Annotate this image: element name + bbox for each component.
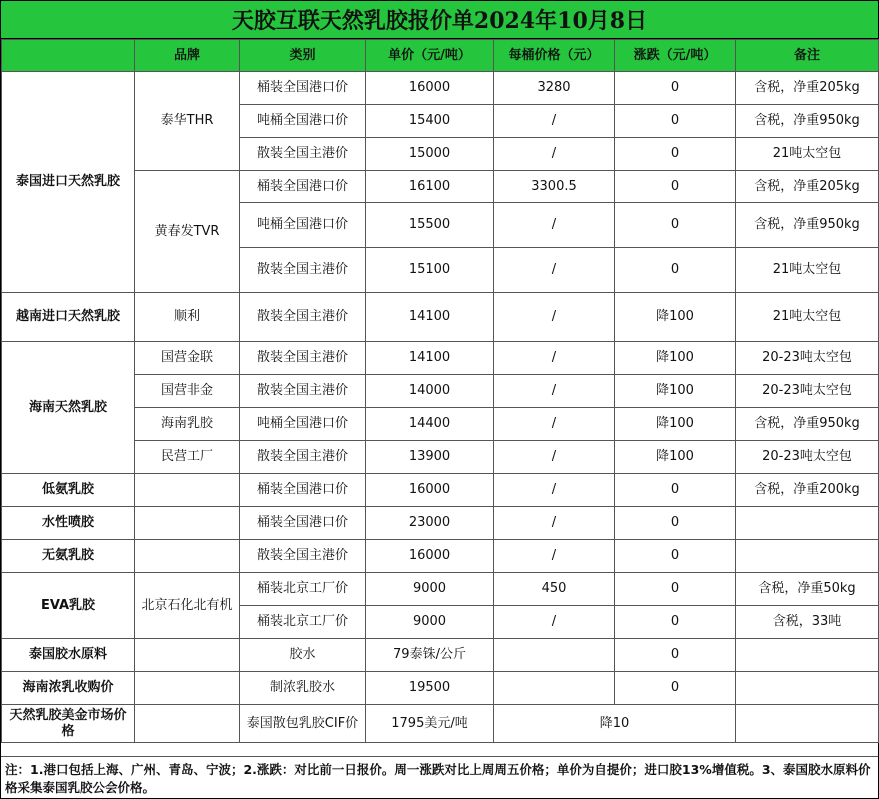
change-cell: 0 xyxy=(615,171,736,203)
category-cell: 桶装全国港口价 xyxy=(240,474,366,507)
table-row xyxy=(2,72,879,105)
table-row xyxy=(2,639,879,672)
note-cell: 21吨太空包 xyxy=(736,138,879,171)
barrel-cell: / xyxy=(494,203,615,248)
group-cell: 水性喷胶 xyxy=(2,507,135,540)
note-cell: 含税，净重950kg xyxy=(736,105,879,138)
category-cell: 散装全国主港价 xyxy=(240,540,366,573)
category-cell: 散装全国主港价 xyxy=(240,342,366,375)
barrel-cell: / xyxy=(494,474,615,507)
brand-cell xyxy=(135,672,240,705)
brand-cell: 海南乳胶 xyxy=(135,408,240,441)
barrel-cell: / xyxy=(494,375,615,408)
brand-cell: 民营工厂 xyxy=(135,441,240,474)
note-cell: 21吨太空包 xyxy=(736,293,879,342)
header-brand: 品牌 xyxy=(135,40,240,72)
change-cell: 0 xyxy=(615,573,736,606)
price-cell: 16000 xyxy=(366,474,494,507)
change-cell: 0 xyxy=(615,507,736,540)
price-cell: 16100 xyxy=(366,171,494,203)
price-cell: 15000 xyxy=(366,138,494,171)
group-cell: 无氨乳胶 xyxy=(2,540,135,573)
barrel-cell: / xyxy=(494,248,615,293)
brand-cell: 国营金联 xyxy=(135,342,240,375)
brand-cell xyxy=(135,705,240,743)
group-cell: 泰国胶水原料 xyxy=(2,639,135,672)
note-cell: 20-23吨太空包 xyxy=(736,375,879,408)
barrel-cell xyxy=(494,639,615,672)
change-cell: 降10 xyxy=(494,705,736,743)
change-cell: 0 xyxy=(615,248,736,293)
category-cell: 吨桶全国港口价 xyxy=(240,408,366,441)
brand-cell: 顺利 xyxy=(135,293,240,342)
change-cell: 降100 xyxy=(615,293,736,342)
table-row xyxy=(2,540,879,573)
change-cell: 0 xyxy=(615,138,736,171)
group-cell: EVA乳胶 xyxy=(2,573,135,639)
price-cell: 23000 xyxy=(366,507,494,540)
category-cell: 桶装全国港口价 xyxy=(240,72,366,105)
brand-cell xyxy=(135,507,240,540)
change-cell: 0 xyxy=(615,72,736,105)
note-cell: 含税，33吨 xyxy=(736,606,879,639)
note-cell: 含税，净重950kg xyxy=(736,408,879,441)
group-cell: 海南浓乳收购价 xyxy=(2,672,135,705)
brand-cell xyxy=(135,639,240,672)
brand-cell xyxy=(135,540,240,573)
barrel-cell: / xyxy=(494,342,615,375)
group-cell: 越南进口天然乳胶 xyxy=(2,293,135,342)
note-cell: 含税，净重205kg xyxy=(736,72,879,105)
price-table xyxy=(1,39,879,743)
change-cell: 降100 xyxy=(615,408,736,441)
change-cell: 降100 xyxy=(615,441,736,474)
header-barrel-price: 每桶价格（元） xyxy=(494,40,615,72)
barrel-cell: 3280 xyxy=(494,72,615,105)
category-cell: 桶装北京工厂价 xyxy=(240,573,366,606)
barrel-cell: / xyxy=(494,606,615,639)
table-row xyxy=(2,672,879,705)
change-cell: 0 xyxy=(615,672,736,705)
note-cell xyxy=(736,507,879,540)
table-row xyxy=(2,342,879,375)
note-cell xyxy=(736,639,879,672)
price-cell: 14400 xyxy=(366,408,494,441)
category-cell: 吨桶全国港口价 xyxy=(240,203,366,248)
barrel-cell: / xyxy=(494,138,615,171)
price-cell: 1795美元/吨 xyxy=(366,705,494,743)
price-cell: 13900 xyxy=(366,441,494,474)
price-cell: 9000 xyxy=(366,573,494,606)
category-cell: 桶装北京工厂价 xyxy=(240,606,366,639)
group-cell: 低氨乳胶 xyxy=(2,474,135,507)
barrel-cell: 450 xyxy=(494,573,615,606)
price-cell: 15100 xyxy=(366,248,494,293)
note-cell: 含税，净重200kg xyxy=(736,474,879,507)
header-unit-price: 单价（元/吨） xyxy=(366,40,494,72)
price-cell: 79泰铢/公斤 xyxy=(366,639,494,672)
barrel-cell: / xyxy=(494,540,615,573)
price-cell: 14100 xyxy=(366,293,494,342)
price-cell: 14000 xyxy=(366,375,494,408)
barrel-cell: / xyxy=(494,507,615,540)
change-cell: 0 xyxy=(615,639,736,672)
category-cell: 桶装全国港口价 xyxy=(240,507,366,540)
barrel-cell: / xyxy=(494,293,615,342)
category-cell: 散装全国主港价 xyxy=(240,293,366,342)
table-row xyxy=(2,474,879,507)
category-cell: 桶装全国港口价 xyxy=(240,171,366,203)
note-cell: 含税，净重950kg xyxy=(736,203,879,248)
barrel-cell: 3300.5 xyxy=(494,171,615,203)
change-cell: 0 xyxy=(615,606,736,639)
barrel-cell: / xyxy=(494,105,615,138)
note-cell xyxy=(736,540,879,573)
table-row xyxy=(2,573,879,606)
note-cell: 含税，净重205kg xyxy=(736,171,879,203)
category-cell: 泰国散包乳胶CIF价 xyxy=(240,705,366,743)
price-cell: 19500 xyxy=(366,672,494,705)
header-category: 类别 xyxy=(240,40,366,72)
note-cell: 20-23吨太空包 xyxy=(736,342,879,375)
price-cell: 14100 xyxy=(366,342,494,375)
note-cell: 20-23吨太空包 xyxy=(736,441,879,474)
note-cell: 含税，净重50kg xyxy=(736,573,879,606)
table-row xyxy=(2,293,879,342)
change-cell: 降100 xyxy=(615,375,736,408)
change-cell: 降100 xyxy=(615,342,736,375)
category-cell: 制浓乳胶水 xyxy=(240,672,366,705)
brand-cell xyxy=(135,474,240,507)
note-cell xyxy=(736,705,879,743)
note-cell xyxy=(736,672,879,705)
price-cell: 9000 xyxy=(366,606,494,639)
price-cell: 16000 xyxy=(366,72,494,105)
brand-cell: 黄春发TVR xyxy=(135,171,240,293)
brand-cell: 国营非金 xyxy=(135,375,240,408)
barrel-cell: / xyxy=(494,441,615,474)
change-cell: 0 xyxy=(615,474,736,507)
brand-cell: 北京石化北有机 xyxy=(135,573,240,639)
header-note: 备注 xyxy=(736,40,879,72)
category-cell: 吨桶全国港口价 xyxy=(240,105,366,138)
barrel-cell xyxy=(494,672,615,705)
change-cell: 0 xyxy=(615,540,736,573)
category-cell: 散装全国主港价 xyxy=(240,138,366,171)
price-cell: 15500 xyxy=(366,203,494,248)
note-cell: 21吨太空包 xyxy=(736,248,879,293)
price-cell: 15400 xyxy=(366,105,494,138)
table-row xyxy=(2,507,879,540)
table-row xyxy=(2,705,879,743)
footnote: 注：1.港口包括上海、广州、青岛、宁波；2.涨跌：对比前一日报价。周一涨跌对比上周周五价格；单价为自提价；进口胶13%增值税。3、泰国胶水原料价格采集泰国乳胶公会价格。 xyxy=(1,756,878,798)
category-cell: 胶水 xyxy=(240,639,366,672)
category-cell: 散装全国主港价 xyxy=(240,248,366,293)
change-cell: 0 xyxy=(615,203,736,248)
sheet-title: 天胶互联天然乳胶报价单2024年10月8日 xyxy=(1,1,878,39)
brand-cell: 泰华THR xyxy=(135,72,240,171)
price-cell: 16000 xyxy=(366,540,494,573)
header-row xyxy=(2,40,879,72)
group-cell: 海南天然乳胶 xyxy=(2,342,135,474)
category-cell: 散装全国主港价 xyxy=(240,375,366,408)
header-group xyxy=(2,40,135,72)
barrel-cell: / xyxy=(494,408,615,441)
group-cell: 天然乳胶美金市场价格 xyxy=(2,705,135,743)
category-cell: 散装全国主港价 xyxy=(240,441,366,474)
group-cell: 泰国进口天然乳胶 xyxy=(2,72,135,293)
header-change: 涨跌（元/吨） xyxy=(615,40,736,72)
change-cell: 0 xyxy=(615,105,736,138)
